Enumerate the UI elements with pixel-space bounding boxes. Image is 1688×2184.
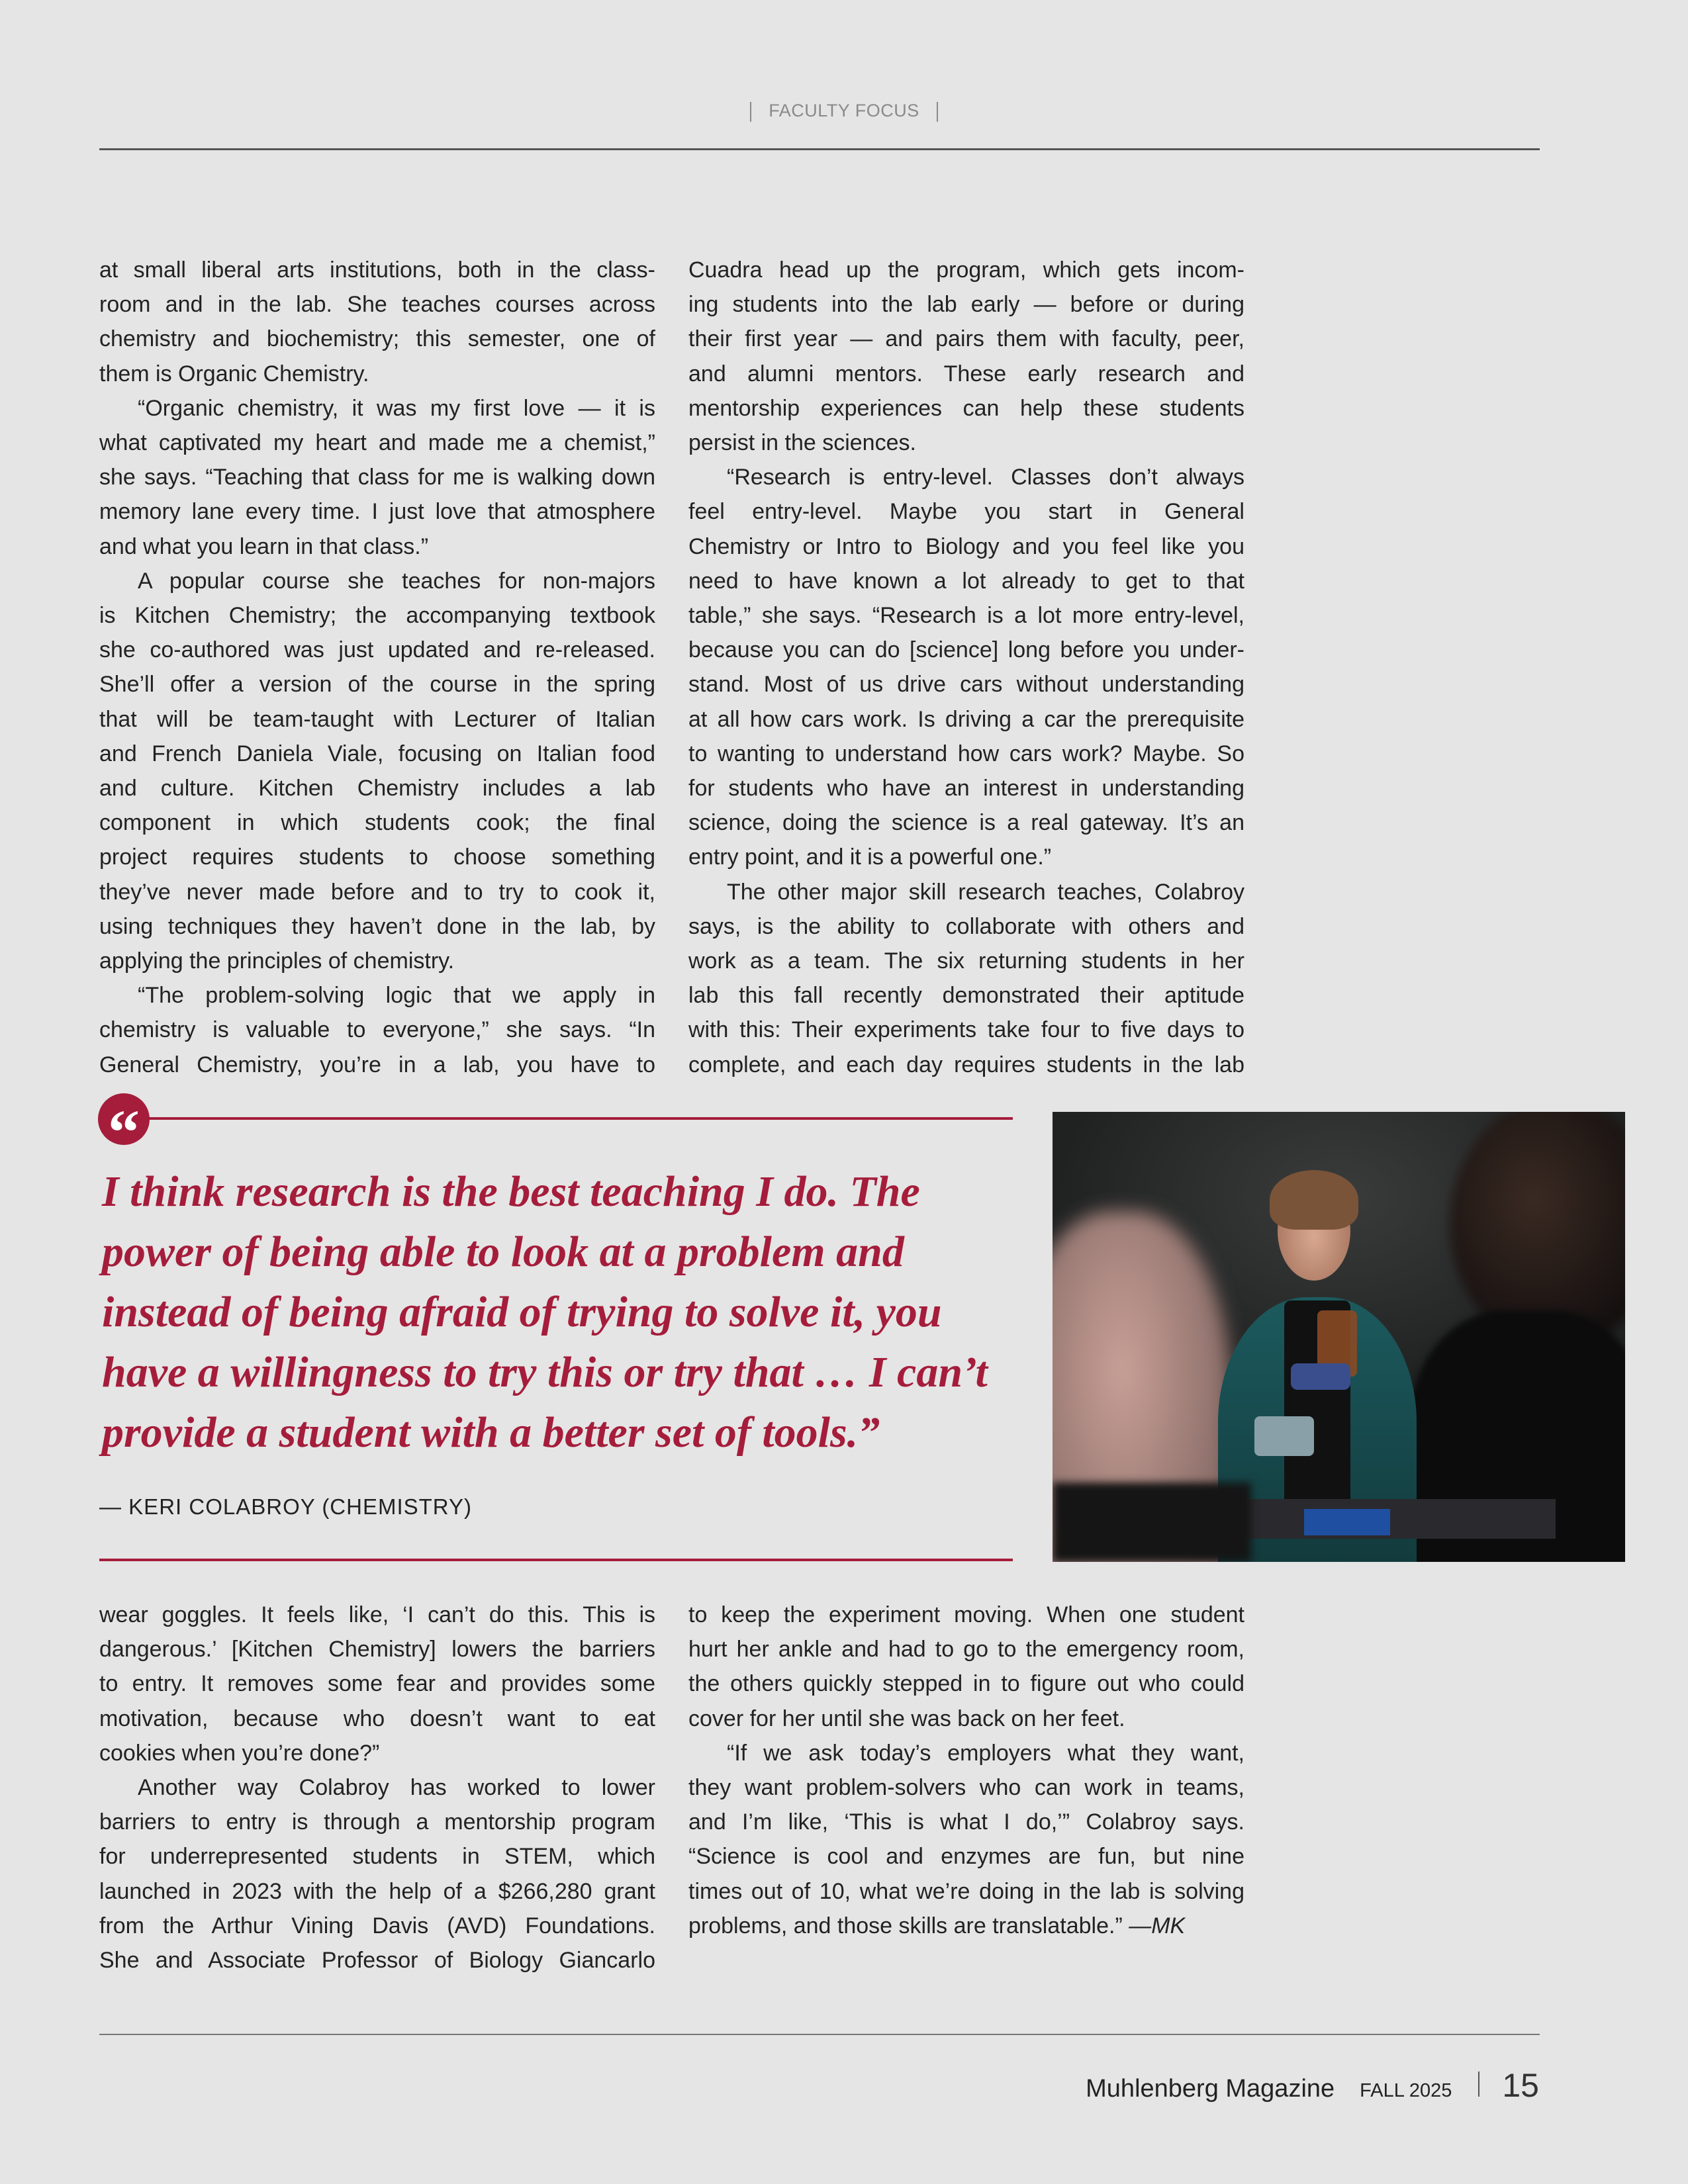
text-line	[688, 253, 1244, 287]
line-text: she says. “Teaching that class for me is walking down	[99, 465, 655, 490]
text-line	[688, 667, 1244, 702]
text-line	[99, 944, 655, 978]
issue-label: FALL 2025	[1360, 2080, 1452, 2101]
text-line	[688, 564, 1244, 598]
text-line	[688, 1736, 1244, 1770]
line-text: “Science is cool and enzymes are fun, but nine	[688, 1844, 1244, 1870]
line-text: persist in the sciences.	[688, 430, 916, 456]
line-text: applying the principles of chemistry.	[99, 948, 455, 974]
text-line	[99, 633, 655, 667]
line-text: and French Daniela Viale, focusing on Italian food	[99, 741, 655, 766]
line-text: room and in the lab. She teaches courses across	[99, 292, 655, 318]
line-text: cover for her until she was back on her feet.	[688, 1706, 1125, 1731]
footer	[1086, 2066, 1539, 2105]
text-line	[99, 1632, 655, 1666]
text-line	[688, 598, 1244, 633]
text-line	[99, 978, 655, 1013]
line-text: at small liberal arts institutions, both in the class-	[99, 257, 655, 283]
text-line	[688, 1013, 1244, 1047]
text-line	[688, 805, 1244, 840]
line-text: entry point, and it is a powerful one.”	[688, 844, 1052, 870]
text-line	[688, 1839, 1244, 1874]
author-initials: —MK	[1129, 1913, 1186, 1938]
text-line	[99, 1839, 655, 1874]
line-text: instead of being afraid of trying to solve it, you	[102, 1288, 942, 1336]
text-line	[688, 909, 1244, 944]
line-text: The other major skill research teaches, Colabroy	[727, 879, 1244, 905]
quote-attribution: — KERI COLABROY (CHEMISTRY)	[99, 1494, 473, 1519]
text-line	[688, 978, 1244, 1013]
text-line	[99, 1874, 655, 1909]
text-line	[99, 598, 655, 633]
line-text: chemistry is valuable to everyone,” she says. “In	[99, 1017, 655, 1043]
line-text: motivation, because who doesn’t want to eat	[99, 1706, 655, 1731]
divider	[1478, 2071, 1479, 2097]
text-line	[99, 840, 655, 874]
text-line	[99, 357, 655, 391]
line-text: to keep the experiment moving. When one student	[688, 1602, 1244, 1627]
text-line	[99, 322, 655, 356]
text-line	[102, 1342, 1015, 1402]
line-text: Another way Colabroy has worked to lower	[138, 1775, 655, 1801]
line-text: they want problem-solvers who can work in teams,	[688, 1775, 1244, 1801]
line-text: “Research is entry-level. Classes don’t always	[727, 465, 1244, 490]
divider	[937, 102, 938, 122]
text-line	[102, 1282, 1015, 1342]
column-bottom-right	[688, 1598, 1244, 1943]
magazine-name: Muhlenberg Magazine	[1086, 2075, 1335, 2103]
line-text: because you can do [science] long before you under-	[688, 637, 1244, 663]
text-line	[102, 1222, 1015, 1282]
line-text: times out of 10, what we’re doing in the lab is solving	[688, 1878, 1244, 1904]
text-line	[688, 1598, 1244, 1632]
line-text: Cuadra head up the program, which gets incom-	[688, 257, 1244, 283]
line-text: component in which students cook; the final	[99, 810, 655, 836]
line-text: work as a team. The six returning students in her	[688, 948, 1244, 974]
text-line	[688, 1805, 1244, 1839]
text-line	[99, 426, 655, 460]
text-line	[99, 287, 655, 322]
line-text: cookies when you’re done?”	[99, 1740, 380, 1766]
text-line	[99, 529, 655, 564]
line-text: wear goggles. It feels like, ‘I can’t do this. This is	[99, 1602, 655, 1627]
text-line	[99, 771, 655, 805]
line-text: what captivated my heart and made me a chemist,”	[99, 430, 655, 456]
line-text: mentorship experiences can help these students	[688, 395, 1244, 421]
text-line	[688, 875, 1244, 909]
line-text: chemistry and biochemistry; this semester, one of	[99, 326, 655, 352]
line-text: table,” she says. “Research is a lot more entry-level,	[688, 603, 1244, 629]
text-line	[99, 460, 655, 494]
text-line	[688, 1666, 1244, 1701]
line-text: and I’m like, ‘This is what I do,’” Colabroy says.	[688, 1809, 1244, 1835]
text-line	[99, 1736, 655, 1770]
line-text: “Organic chemistry, it was my first love — it is	[138, 395, 655, 421]
line-text: is Kitchen Chemistry; the accompanying textbook	[99, 603, 655, 629]
section-label: FACULTY FOCUS	[769, 101, 919, 120]
line-text: their first year — and pairs them with faculty, peer,	[688, 326, 1244, 352]
text-line	[99, 1805, 655, 1839]
line-text: they’ve never made before and to try to cook it,	[99, 879, 655, 905]
divider	[750, 102, 751, 122]
line-text: dangerous.’ [Kitchen Chemistry] lowers the barriers	[99, 1637, 655, 1662]
text-line	[688, 494, 1244, 529]
text-line	[688, 529, 1244, 564]
line-text: says, is the ability to collaborate with others and	[688, 913, 1244, 939]
line-text: need to have known a lot already to get to that	[688, 568, 1244, 594]
text-line	[688, 944, 1244, 978]
line-text: using techniques they haven’t done in the lab, by	[99, 913, 655, 939]
line-text: complete, and each day requires students in the lab	[688, 1052, 1244, 1077]
line-text: for students who have an interest in understanding	[688, 776, 1244, 801]
section-header	[0, 101, 1688, 122]
line-text: hurt her ankle and had to go to the emergency room,	[688, 1637, 1244, 1662]
text-line	[688, 1770, 1244, 1805]
text-line	[99, 875, 655, 909]
text-line	[99, 391, 655, 426]
text-line	[102, 1402, 1015, 1463]
line-text: and what you learn in that class.”	[99, 533, 429, 559]
line-text: feel entry-level. Maybe you start in General	[688, 499, 1244, 525]
line-text: power of being able to look at a problem and	[102, 1228, 904, 1276]
text-line	[688, 1048, 1244, 1082]
text-line	[102, 1161, 1015, 1222]
line-text: provide a student with a better set of tools.”	[102, 1408, 880, 1457]
photo-professor-in-lab	[1053, 1112, 1625, 1562]
text-line	[688, 633, 1244, 667]
line-text: A popular course she teaches for non-majors	[138, 568, 655, 594]
pull-quote	[102, 1161, 1015, 1463]
line-text: for underrepresented students in STEM, which	[99, 1844, 655, 1870]
line-text: I think research is the best teaching I do. The	[102, 1167, 920, 1216]
line-text: memory lane every time. I just love that atmosphere	[99, 499, 655, 525]
line-text: them is Organic Chemistry.	[99, 361, 369, 387]
text-line	[688, 357, 1244, 391]
line-text: science, doing the science is a real gateway. It’s an	[688, 810, 1244, 836]
text-line	[688, 287, 1244, 322]
line-text: the others quickly stepped in to figure out who could	[688, 1671, 1244, 1697]
text-line	[688, 840, 1244, 874]
text-line	[99, 1770, 655, 1805]
line-text: “If we ask today’s employers what they want,	[727, 1740, 1244, 1766]
line-text: Chemistry or Intro to Biology and you feel like you	[688, 533, 1244, 559]
text-line	[99, 1048, 655, 1082]
line-text: with this: Their experiments take four to five days to	[688, 1017, 1244, 1043]
text-line	[688, 1702, 1244, 1736]
text-line	[688, 737, 1244, 771]
line-text: She’ll offer a version of the course in the spring	[99, 672, 655, 698]
line-text: ing students into the lab early — before or during	[688, 292, 1244, 318]
line-text: barriers to entry is through a mentorship program	[99, 1809, 655, 1835]
line-text: project requires students to choose something	[99, 844, 655, 870]
text-line	[99, 702, 655, 737]
quote-top-rule	[147, 1117, 1013, 1120]
text-line	[688, 322, 1244, 356]
text-line	[688, 1632, 1244, 1666]
text-line	[688, 426, 1244, 460]
line-text: General Chemistry, you’re in a lab, you have to	[99, 1052, 655, 1077]
text-line	[99, 737, 655, 771]
line-text: that will be team-taught with Lecturer of Italian	[99, 706, 655, 732]
line-text: launched in 2023 with the help of a $266,280 grant	[99, 1878, 655, 1904]
text-line	[99, 909, 655, 944]
header-rule	[99, 148, 1540, 150]
text-line	[99, 1909, 655, 1943]
line-text: from the Arthur Vining Davis (AVD) Foundations.	[99, 1913, 655, 1938]
text-line	[688, 771, 1244, 805]
line-text: stand. Most of us drive cars without understanding	[688, 672, 1244, 698]
line-text: and culture. Kitchen Chemistry includes a lab	[99, 776, 655, 801]
text-line	[99, 805, 655, 840]
text-line	[99, 564, 655, 598]
text-line	[99, 494, 655, 529]
text-line	[688, 460, 1244, 494]
text-line	[688, 391, 1244, 426]
text-line	[688, 702, 1244, 737]
quote-bottom-rule	[99, 1559, 1013, 1561]
line-text: she co-authored was just updated and re-released.	[99, 637, 655, 663]
line-text: She and Associate Professor of Biology Giancarlo	[99, 1948, 655, 1974]
column-bottom-left	[99, 1598, 655, 1978]
line-text: and alumni mentors. These early research and	[688, 361, 1244, 387]
column-top-left	[99, 253, 655, 1082]
line-text: to entry. It removes some fear and provides some	[99, 1671, 655, 1697]
line-text: have a willingness to try this or try that … I can’t	[102, 1348, 988, 1396]
text-line	[688, 1874, 1244, 1909]
line-text: lab this fall recently demonstrated their aptitude	[688, 983, 1244, 1009]
text-line	[99, 1702, 655, 1736]
text-line	[688, 1909, 1244, 1943]
text-line	[99, 253, 655, 287]
quote-mark-icon: “	[98, 1093, 150, 1145]
column-top-right	[688, 253, 1244, 1082]
text-line	[99, 1943, 655, 1978]
line-text: problems, and those skills are translatable.”	[688, 1913, 1129, 1938]
line-text: “The problem-solving logic that we apply in	[138, 983, 655, 1009]
page-number: 15	[1502, 2067, 1539, 2104]
text-line	[99, 1598, 655, 1632]
line-text: at all how cars work. Is driving a car the prerequisite	[688, 706, 1244, 732]
line-text: to wanting to understand how cars work? Maybe. So	[688, 741, 1244, 766]
text-line	[99, 1013, 655, 1047]
text-line	[99, 1666, 655, 1701]
footer-rule	[99, 2034, 1540, 2035]
text-line	[99, 667, 655, 702]
